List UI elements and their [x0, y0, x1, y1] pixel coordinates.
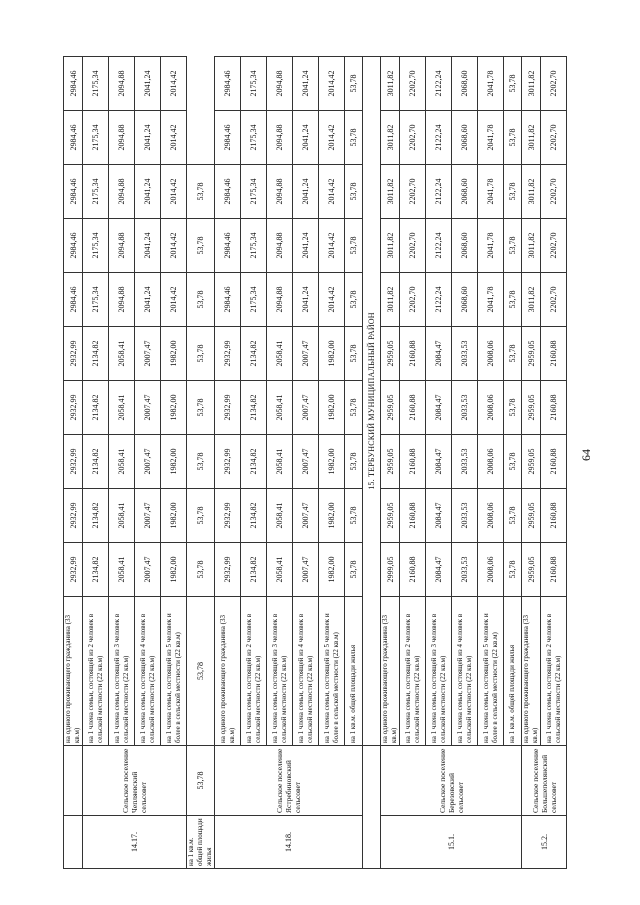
- district-row: [363, 57, 381, 869]
- value-cell: 2134,82: [241, 435, 267, 489]
- value-cell: 2084,47: [426, 381, 452, 435]
- value-cell: 2959,05: [522, 435, 541, 489]
- table-row: [64, 57, 83, 869]
- value-cell: 2175,34: [241, 57, 267, 111]
- rotated-table-container: [63, 57, 564, 869]
- value-cell: 53,78: [345, 543, 363, 597]
- row-index: 15.2.: [522, 816, 567, 869]
- value-cell: 2084,47: [426, 543, 452, 597]
- value-cell: 2122,24: [426, 57, 452, 111]
- value-cell: 2959,05: [522, 381, 541, 435]
- table-row: [83, 57, 109, 869]
- value-cell: 2041,24: [135, 219, 161, 273]
- price-table: [63, 56, 567, 869]
- value-cell: 2175,34: [241, 165, 267, 219]
- value-cell: 2007,47: [135, 489, 161, 543]
- value-cell: 2068,60: [452, 57, 478, 111]
- value-cell: 2175,34: [83, 57, 109, 111]
- value-cell: 2058,41: [267, 435, 293, 489]
- table-row: [381, 57, 400, 869]
- value-cell: 2160,88: [541, 327, 567, 381]
- value-cell: 2175,34: [83, 165, 109, 219]
- value-cell: 2122,24: [426, 165, 452, 219]
- table-row: [187, 57, 215, 869]
- value-cell: 3011,82: [381, 219, 400, 273]
- value-cell: 2033,53: [452, 381, 478, 435]
- value-cell: 2014,42: [161, 219, 187, 273]
- value-cell: 2058,41: [109, 489, 135, 543]
- value-cell: 3011,82: [522, 57, 541, 111]
- value-cell: 2033,53: [452, 327, 478, 381]
- value-cell: 53,78: [345, 57, 363, 111]
- value-cell: 2008,06: [478, 435, 504, 489]
- value-cell: 3011,82: [522, 273, 541, 327]
- value-cell: 2094,88: [109, 165, 135, 219]
- value-cell: 2160,88: [541, 381, 567, 435]
- value-cell: 2959,05: [522, 327, 541, 381]
- value-cell: 53,78: [345, 111, 363, 165]
- empty-cell: [64, 816, 83, 869]
- value-cell: 2068,60: [452, 273, 478, 327]
- value-cell: 3011,82: [522, 219, 541, 273]
- value-cell: 1982,00: [161, 327, 187, 381]
- value-cell: 2008,06: [478, 489, 504, 543]
- value-cell: 2959,05: [381, 381, 400, 435]
- value-cell: 2094,88: [267, 165, 293, 219]
- value-cell: 2202,70: [541, 57, 567, 111]
- value-cell: 2984,46: [64, 57, 83, 111]
- value-cell: 2134,82: [83, 489, 109, 543]
- value-cell: 2160,88: [541, 435, 567, 489]
- value-cell: 2007,47: [293, 381, 319, 435]
- value-cell: 2008,06: [478, 543, 504, 597]
- value-cell: 2014,42: [319, 111, 345, 165]
- value-cell: 2984,46: [64, 273, 83, 327]
- value-cell: 53,78: [187, 543, 215, 597]
- value-cell: 2932,99: [215, 489, 241, 543]
- value-cell: 2134,82: [241, 543, 267, 597]
- value-cell: 2932,99: [215, 381, 241, 435]
- value-cell: 1982,00: [161, 489, 187, 543]
- row-description: на одиного проживающего гражданина (33 кв.м): [381, 597, 400, 746]
- value-cell: 2932,99: [215, 543, 241, 597]
- value-cell: 2134,82: [241, 327, 267, 381]
- value-cell: 53,78: [504, 165, 522, 219]
- value-cell: 2134,82: [83, 435, 109, 489]
- row-description: на 1 члена семьи, состоящей из 5 человек и более в сельской местности (22 кв.м): [319, 597, 345, 746]
- value-cell: 53,78: [345, 381, 363, 435]
- row-description: на 1 члена семьи, состоящей из 2 человек в сельской местности (22 кв.м): [83, 597, 109, 746]
- value-cell: 2041,24: [293, 111, 319, 165]
- value-cell: 53,78: [187, 273, 215, 327]
- value-cell: 2160,88: [400, 381, 426, 435]
- value-cell: 53,78: [187, 435, 215, 489]
- value-cell: 53,78: [345, 273, 363, 327]
- value-cell: 53,78: [345, 219, 363, 273]
- value-cell: 2058,41: [109, 381, 135, 435]
- value-cell: 2041,24: [293, 165, 319, 219]
- value-cell: 2202,70: [541, 273, 567, 327]
- row-description: на 1 члена семьи, состоящей из 4 человек в сельской местности (22 кв.м): [135, 597, 161, 746]
- value-cell: 2984,46: [215, 273, 241, 327]
- value-cell: 2959,05: [522, 543, 541, 597]
- value-cell: 2202,70: [400, 273, 426, 327]
- value-cell: 53,78: [187, 327, 215, 381]
- table-row: [215, 57, 241, 869]
- value-cell: 2058,41: [267, 489, 293, 543]
- value-cell: 53,78: [187, 489, 215, 543]
- value-cell: 2175,34: [241, 273, 267, 327]
- value-cell: 3011,82: [381, 111, 400, 165]
- value-cell: 2202,70: [541, 219, 567, 273]
- value-cell: 1982,00: [319, 327, 345, 381]
- value-cell: 2134,82: [241, 381, 267, 435]
- value-cell: 2014,42: [319, 165, 345, 219]
- value-cell: 2014,42: [319, 219, 345, 273]
- value-cell: 2175,34: [83, 219, 109, 273]
- value-cell: 53,78: [187, 597, 215, 746]
- value-cell: 2122,24: [426, 219, 452, 273]
- district-title: 15. ТЕРБУНСКИЙ МУНИЦИПАЛЬНЫЙ РАЙОН: [363, 57, 381, 746]
- value-cell: 2094,88: [267, 219, 293, 273]
- value-cell: 2984,46: [215, 111, 241, 165]
- value-cell: 53,78: [187, 746, 215, 816]
- row-description: на одиного проживающего гражданина (33 кв.м): [522, 597, 541, 746]
- value-cell: 53,78: [187, 165, 215, 219]
- value-cell: 2041,24: [293, 219, 319, 273]
- value-cell: 2041,24: [135, 57, 161, 111]
- row-description: на 1 кв.м. общей площади жилья: [187, 816, 215, 869]
- value-cell: 2058,41: [267, 327, 293, 381]
- settlement-name: Сельское поселение Большеполянский сельсовет: [522, 746, 567, 816]
- row-description: на 1 члена семьи, состоящей из 2 человек в сельской местности (22 кв.м): [241, 597, 267, 746]
- value-cell: 2014,42: [319, 57, 345, 111]
- value-cell: 2068,60: [452, 111, 478, 165]
- value-cell: 2160,88: [541, 489, 567, 543]
- row-description: на 1 кв.м. общей площади жилья: [504, 597, 522, 746]
- row-description: на 1 члена семьи, состоящей из 3 человек в сельской местности (22 кв.м): [426, 597, 452, 746]
- value-cell: 2094,88: [109, 111, 135, 165]
- value-cell: 1982,00: [161, 543, 187, 597]
- value-cell: 2175,34: [83, 111, 109, 165]
- value-cell: 2058,41: [267, 543, 293, 597]
- value-cell: 2202,70: [400, 111, 426, 165]
- value-cell: 3011,82: [522, 111, 541, 165]
- value-cell: 2058,41: [109, 435, 135, 489]
- value-cell: 1982,00: [161, 381, 187, 435]
- value-cell: 53,78: [345, 165, 363, 219]
- value-cell: 2033,53: [452, 435, 478, 489]
- value-cell: 2007,47: [135, 435, 161, 489]
- value-cell: 53,78: [187, 381, 215, 435]
- row-description: на одиного проживающего гражданина (33 кв.м): [215, 597, 241, 746]
- value-cell: 2008,06: [478, 327, 504, 381]
- value-cell: 53,78: [345, 327, 363, 381]
- value-cell: 2094,88: [267, 273, 293, 327]
- value-cell: 2007,47: [293, 327, 319, 381]
- value-cell: 2007,47: [293, 435, 319, 489]
- value-cell: 1982,00: [319, 543, 345, 597]
- value-cell: 2160,88: [541, 543, 567, 597]
- value-cell: 2007,47: [135, 543, 161, 597]
- value-cell: 2999,05: [381, 543, 400, 597]
- value-cell: 2007,47: [293, 489, 319, 543]
- value-cell: 1982,00: [161, 435, 187, 489]
- value-cell: 2041,24: [135, 165, 161, 219]
- value-cell: 2932,99: [64, 381, 83, 435]
- value-cell: 2041,24: [293, 273, 319, 327]
- value-cell: 2068,60: [452, 165, 478, 219]
- value-cell: 2984,46: [215, 219, 241, 273]
- empty-cell: [363, 746, 381, 869]
- value-cell: 2160,88: [400, 435, 426, 489]
- value-cell: 2202,70: [400, 57, 426, 111]
- value-cell: 53,78: [504, 435, 522, 489]
- value-cell: 2014,42: [161, 111, 187, 165]
- value-cell: 53,78: [345, 435, 363, 489]
- value-cell: 3011,82: [381, 273, 400, 327]
- value-cell: 53,78: [504, 327, 522, 381]
- value-cell: 2932,99: [64, 543, 83, 597]
- value-cell: 2094,88: [109, 273, 135, 327]
- value-cell: 2932,99: [64, 327, 83, 381]
- value-cell: 1982,00: [319, 381, 345, 435]
- value-cell: 53,78: [504, 111, 522, 165]
- value-cell: 2984,46: [64, 219, 83, 273]
- value-cell: 2160,88: [400, 543, 426, 597]
- value-cell: 53,78: [345, 489, 363, 543]
- value-cell: 2033,53: [452, 543, 478, 597]
- row-description: на 1 члена семьи, состоящей из 2 человек в сельской местности (22 кв.м): [400, 597, 426, 746]
- value-cell: 2175,34: [241, 111, 267, 165]
- value-cell: 2084,47: [426, 435, 452, 489]
- row-index: 14.17.: [83, 816, 187, 869]
- value-cell: 2202,70: [400, 219, 426, 273]
- value-cell: 2094,88: [109, 57, 135, 111]
- value-cell: 2084,47: [426, 327, 452, 381]
- value-cell: 2033,53: [452, 489, 478, 543]
- value-cell: 2068,60: [452, 219, 478, 273]
- value-cell: 2041,78: [478, 219, 504, 273]
- value-cell: 2984,46: [215, 165, 241, 219]
- value-cell: 3011,82: [522, 165, 541, 219]
- value-cell: 2094,88: [267, 111, 293, 165]
- value-cell: 2959,05: [381, 435, 400, 489]
- value-cell: 2202,70: [400, 165, 426, 219]
- settlement-name: Сельское поселение Ястребиновский сельсовет: [215, 746, 363, 816]
- value-cell: 1982,00: [319, 435, 345, 489]
- value-cell: 2007,47: [293, 543, 319, 597]
- value-cell: 53,78: [504, 489, 522, 543]
- row-description: на 1 члена семьи, состоящей из 5 человек и более в сельской местности (22 кв.м): [161, 597, 187, 746]
- value-cell: 2932,99: [64, 489, 83, 543]
- value-cell: 2984,46: [64, 111, 83, 165]
- value-cell: 2007,47: [135, 327, 161, 381]
- value-cell: 2084,47: [426, 489, 452, 543]
- row-description: на 1 члена семьи, состоящей из 2 человек в сельской местности (22 кв.м): [541, 597, 567, 746]
- value-cell: 2014,42: [161, 273, 187, 327]
- value-cell: 2041,78: [478, 273, 504, 327]
- row-description: на 1 члена семьи, состоящей из 3 человек в сельской местности (22 кв.м): [109, 597, 135, 746]
- empty-cell: [64, 746, 83, 816]
- value-cell: 2134,82: [83, 543, 109, 597]
- value-cell: 2175,34: [83, 273, 109, 327]
- value-cell: 2959,05: [381, 327, 400, 381]
- value-cell: 53,78: [504, 543, 522, 597]
- row-description: на 1 члена семьи, состоящей из 4 человек в сельской местности (22 кв.м): [293, 597, 319, 746]
- value-cell: 2007,47: [135, 381, 161, 435]
- value-cell: 2014,42: [161, 57, 187, 111]
- row-description: на 1 кв.м. общей площади жилья: [345, 597, 363, 746]
- value-cell: 3011,82: [381, 165, 400, 219]
- row-description: на 1 члена семьи, состоящей из 3 человек в сельской местности (22 кв.м): [267, 597, 293, 746]
- value-cell: 53,78: [504, 57, 522, 111]
- value-cell: 2041,24: [135, 111, 161, 165]
- value-cell: 2122,24: [426, 273, 452, 327]
- value-cell: 3011,82: [381, 57, 400, 111]
- page-number: 64: [579, 449, 593, 461]
- row-index: 15.1.: [381, 816, 522, 869]
- value-cell: 2160,88: [400, 327, 426, 381]
- row-description: на 1 члена семьи, состоящей из 5 человек и более в сельской местности (22 кв.м): [478, 597, 504, 746]
- value-cell: 2058,41: [109, 327, 135, 381]
- row-index: 14.18.: [215, 816, 363, 869]
- value-cell: 2041,78: [478, 111, 504, 165]
- value-cell: 2984,46: [64, 165, 83, 219]
- value-cell: 2134,82: [83, 327, 109, 381]
- value-cell: 2160,88: [400, 489, 426, 543]
- value-cell: 2058,41: [109, 543, 135, 597]
- table-row: [522, 57, 541, 869]
- value-cell: 2058,41: [267, 381, 293, 435]
- value-cell: 2041,24: [293, 57, 319, 111]
- value-cell: 53,78: [504, 273, 522, 327]
- value-cell: 2014,42: [319, 273, 345, 327]
- value-cell: 2202,70: [541, 165, 567, 219]
- value-cell: 2932,99: [215, 435, 241, 489]
- value-cell: 2014,42: [161, 165, 187, 219]
- settlement-name: Сельское поселение Чепляевский сельсовет: [83, 746, 187, 816]
- value-cell: 2202,70: [541, 111, 567, 165]
- value-cell: 2122,24: [426, 111, 452, 165]
- value-cell: 2008,06: [478, 381, 504, 435]
- value-cell: 53,78: [504, 381, 522, 435]
- value-cell: 2932,99: [64, 435, 83, 489]
- value-cell: 2984,46: [215, 57, 241, 111]
- value-cell: 2134,82: [83, 381, 109, 435]
- value-cell: 53,78: [187, 219, 215, 273]
- value-cell: 2959,05: [381, 489, 400, 543]
- value-cell: 2041,78: [478, 165, 504, 219]
- value-cell: 2175,34: [241, 219, 267, 273]
- row-description: на одиного проживающего гражданина (33 кв.м): [64, 597, 83, 746]
- value-cell: 2041,24: [135, 273, 161, 327]
- value-cell: 2959,05: [522, 489, 541, 543]
- value-cell: 2932,99: [215, 327, 241, 381]
- value-cell: 2134,82: [241, 489, 267, 543]
- value-cell: 2041,78: [478, 57, 504, 111]
- value-cell: 53,78: [504, 219, 522, 273]
- row-description: на 1 члена семьи, состоящей из 4 человек в сельской местности (22 кв.м): [452, 597, 478, 746]
- table-body: [64, 57, 567, 869]
- value-cell: 2094,88: [267, 57, 293, 111]
- settlement-name: Сельское поселение Березовский сельсовет: [381, 746, 522, 816]
- value-cell: 1982,00: [319, 489, 345, 543]
- value-cell: 2094,88: [109, 219, 135, 273]
